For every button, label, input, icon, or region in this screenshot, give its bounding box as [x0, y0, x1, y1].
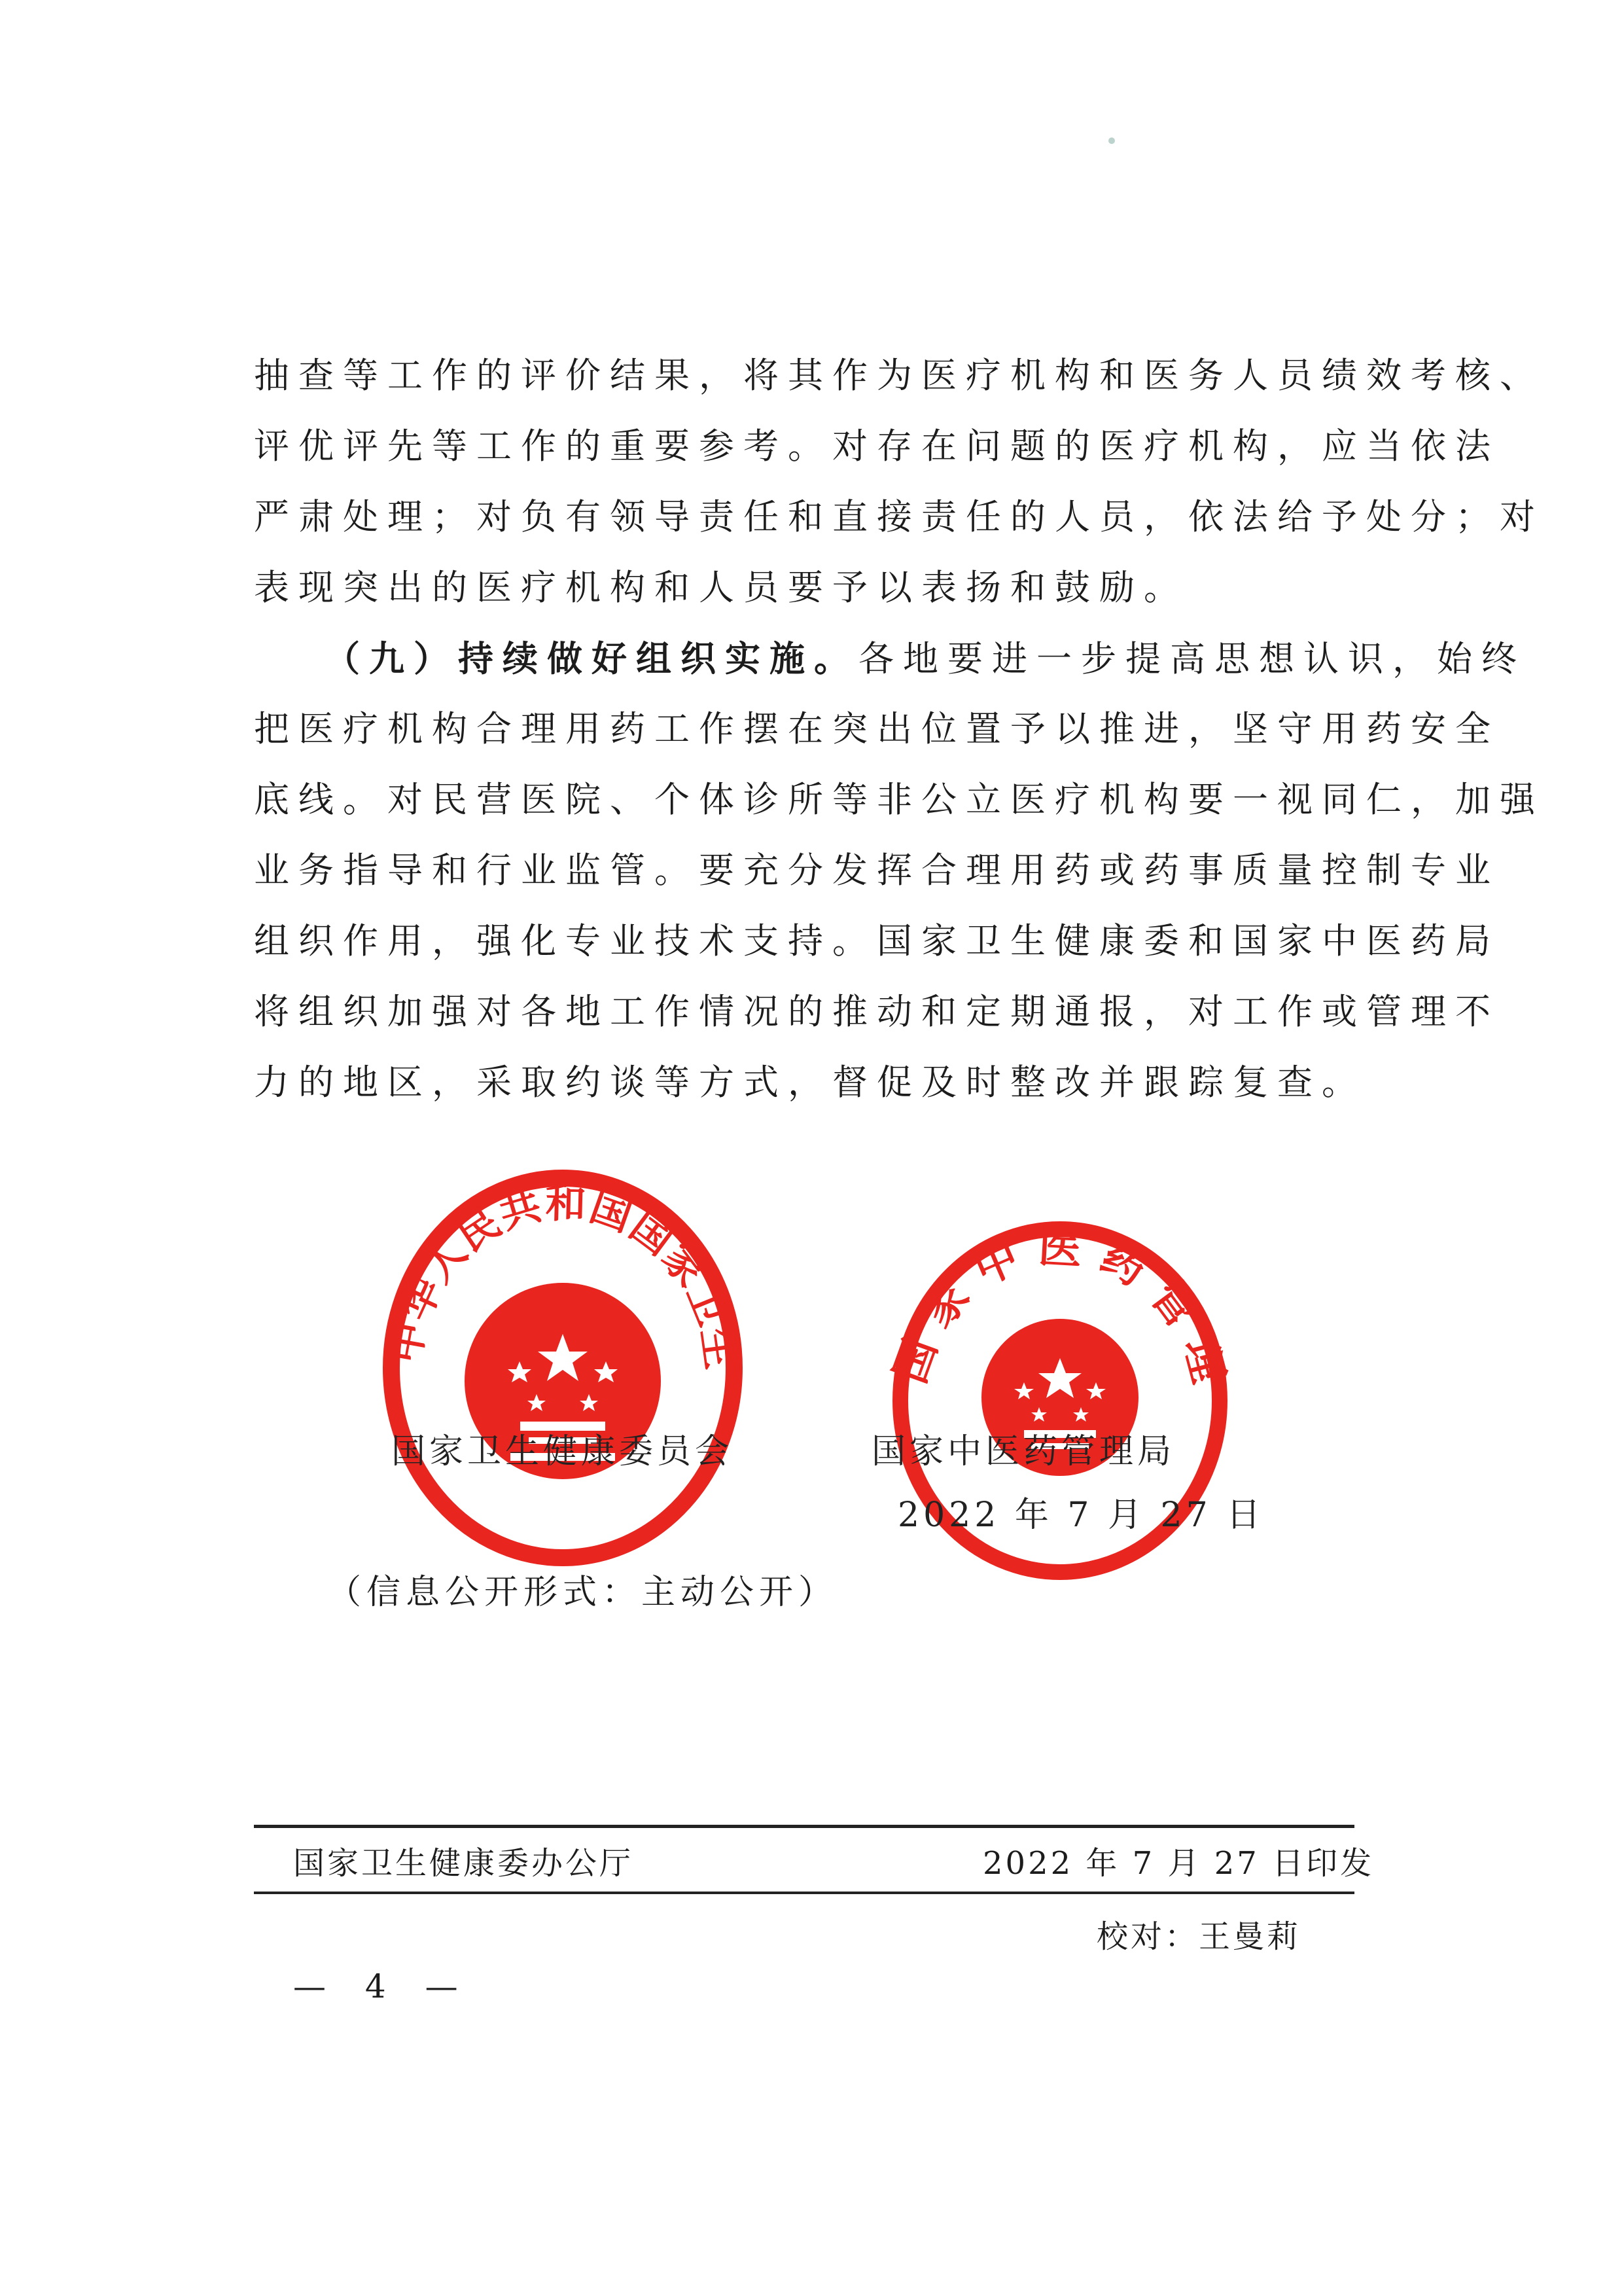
disclosure-note: （信息公开形式：主动公开） [327, 1573, 838, 1612]
body-line: 抽查等工作的评价结果，将其作为医疗机构和医务人员绩效考核、 [254, 355, 1544, 396]
page-number: — 4 — [293, 1967, 472, 2005]
body-line: 评优评先等工作的重要参考。对存在问题的医疗机构，应当依法 [254, 425, 1500, 467]
footer-issue-date: 2022 年 7 月 27 日印发 [983, 1845, 1375, 1882]
body-line: 将组织加强对各地工作情况的推动和定期通报，对工作或管理不 [254, 991, 1500, 1032]
seal-1-ring-text-path: 中华人民共和国国家卫生健康委员会 [358, 1127, 746, 1373]
body-line: 表现突出的医疗机构和人员要予以表扬和鼓励。 [254, 567, 1188, 608]
signature-org-1: 国家卫生健康委员会 [391, 1432, 733, 1471]
body-line: 力的地区，采取约谈等方式，督促及时整改并跟踪复查。 [254, 1062, 1366, 1103]
body-line: 严肃处理；对负有领导责任和直接责任的人员，依法给予处分；对 [254, 496, 1544, 537]
section-nine-first-line [254, 623, 1526, 694]
nhc-official-seal [358, 1127, 746, 1571]
signature-org-2: 国家中医药管理局 [872, 1432, 1176, 1471]
section-nine-first-line-text: 各地要进一步提高思想认识，始终 [858, 638, 1526, 679]
body-line: 把医疗机构合理用药工作摆在突出位置予以推进，坚守用药安全 [254, 708, 1500, 749]
footer-proofreader: 校对：王曼莉 [1097, 1918, 1301, 1955]
footer-rule-bottom [254, 1892, 1354, 1894]
body-line: 组织作用，强化专业技术支持。国家卫生健康委和国家中医药局 [254, 920, 1500, 961]
section-nine-heading: （九）持续做好组织实施。 [325, 637, 858, 679]
scan-speck [1108, 137, 1115, 144]
body-line: 底线。对民营医院、个体诊所等非公立医疗机构要一视同仁，加强 [254, 779, 1544, 820]
footer-rule-top [254, 1825, 1354, 1828]
body-line: 业务指导和行业监管。要充分发挥合理用药或药事质量控制专业 [254, 850, 1500, 891]
seal-2-ring-text-path: 国家中医药管理局 [860, 1177, 1239, 1403]
footer-issuer: 国家卫生健康委办公厅 [293, 1845, 634, 1882]
signature-date: 2022 年 7 月 27 日 [898, 1496, 1265, 1535]
body-text [254, 340, 1544, 1118]
